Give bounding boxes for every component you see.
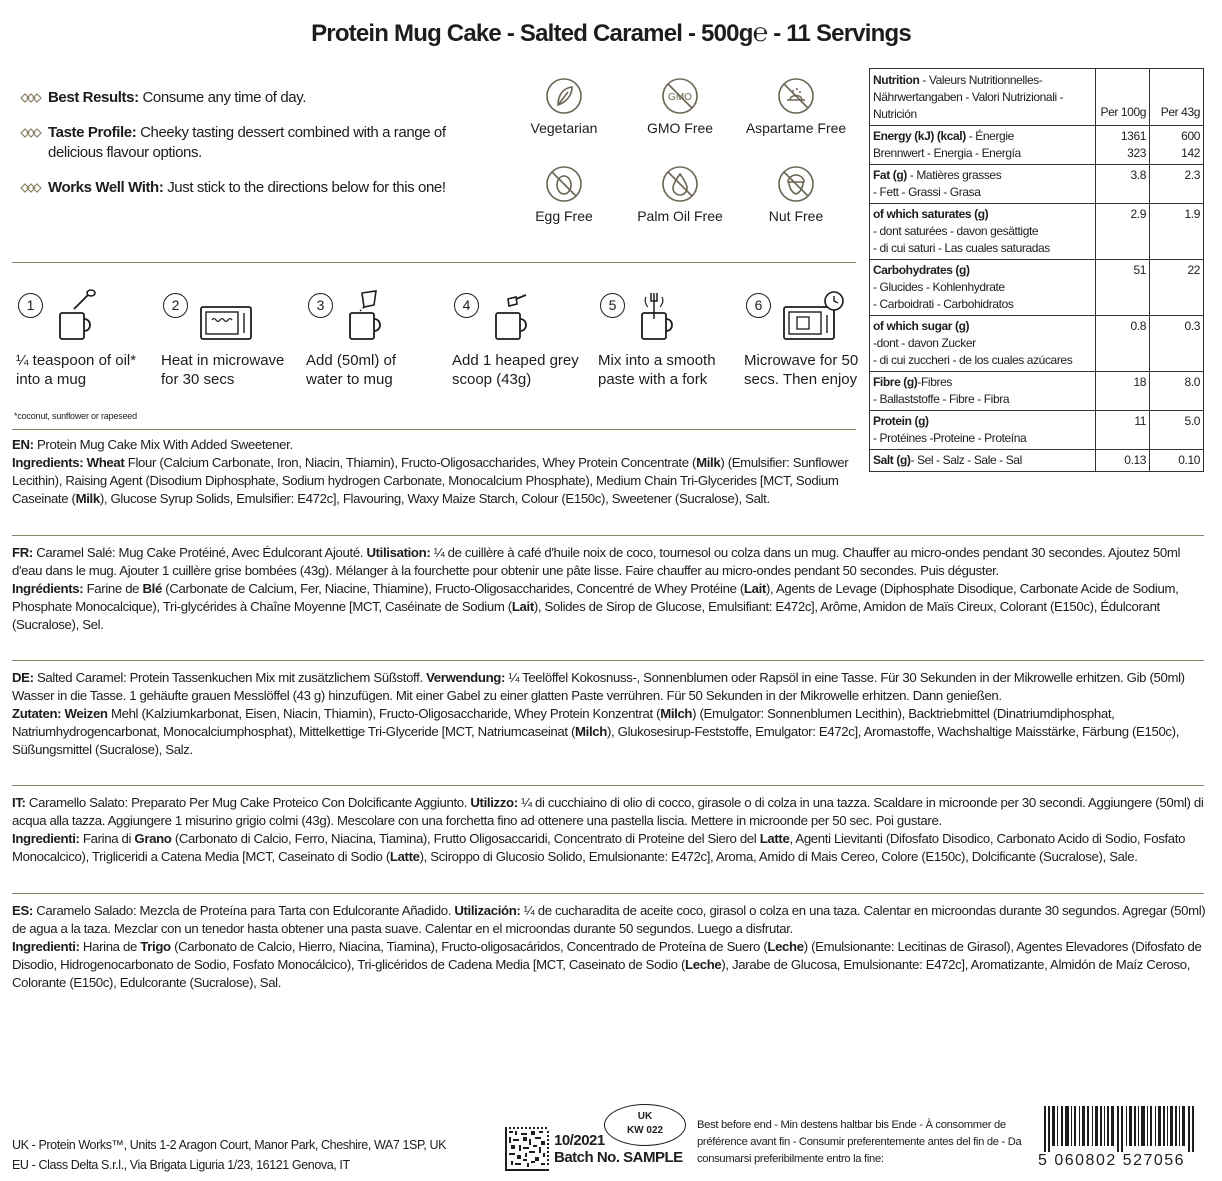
scoop-mug-icon [486,289,546,345]
step-number: 3 [308,293,333,318]
barcode [1038,1106,1204,1152]
nutrition-row-carbohydrates: Carbohydrates (g) - Glucides - Kohlenhydrate - Carboidrati - Carbohidratos 51 22 [870,260,1203,316]
section-divider [12,893,1204,894]
company-addresses [12,1135,446,1175]
eu-address: EU - Class Delta S.r.l., Via Brigata Liguria 1/23, 16121 Genova, IT [12,1158,350,1172]
badge-vegetarian: Vegetarian [508,76,620,162]
nutrition-row-saturates: of which saturates (g) - dont saturées - davon gesättigte - di cui saturi - Las cuales saturadas 2.9 1.9 [870,204,1203,260]
step-number: 2 [163,293,188,318]
section-divider [12,660,1204,661]
badge-aspartame-free: Aspartame Free [740,76,852,162]
fork-mug-icon [632,289,692,345]
uk-conformity-mark: UK KW 022 [604,1104,686,1146]
diamonds-icon [20,93,42,103]
column-per-43g: Per 43g [1149,69,1203,125]
uk-address: UK - Protein Works™, Units 1-2 Aragon Court, Manor Park, Cheshire, WA7 1SP, UK [12,1138,447,1152]
spoon-mug-icon [50,289,110,345]
dietary-badges [508,76,854,250]
section-divider [12,785,1204,786]
nutrition-row-fibre: Fibre (g)-Fibres - Ballaststoffe - Fibre - Fibra 18 8.0 [870,372,1203,411]
product-title: Protein Mug Cake - Salted Caramel - 500g℮ - 11 Servings [311,18,911,48]
egg-free-icon [544,164,584,204]
step-number: 1 [18,293,43,318]
step-number: 4 [454,293,479,318]
pour-water-mug-icon [340,289,400,345]
benefit-best-results: Best Results: Consume any time of day. [18,88,488,108]
step-number: 5 [600,293,625,318]
microwave-timer-icon [778,289,848,345]
nutrition-row-protein: Protein (g) - Protéines -Proteine - Proteína 11 5.0 [870,411,1203,450]
column-per-100g: Per 100g [1095,69,1149,125]
microwave-icon [195,289,257,345]
oil-footnote: *coconut, sunflower or rapeseed [14,411,137,421]
section-divider [12,535,1204,536]
data-matrix-code [505,1127,549,1171]
nutrition-row-fat: Fat (g) - Matières grasses - Fett - Grassi - Grasa 3.8 2.3 [870,165,1203,204]
nutrition-table [869,68,1204,472]
production-date: 10/2021 [554,1132,605,1149]
gmo-free-icon [660,76,700,116]
vegetarian-icon [544,76,584,116]
diamonds-icon [20,183,42,193]
benefits-list [18,88,488,213]
lang-block-es: ES: Caramelo Salado: Mezcla de Proteína para Tarta con Edulcorante Añadido. Utilización: ¼ de cucharadita de aceite coco, girasol o colza en una taza. Calentar en microondas durante 30 segundos. Agregar (50ml) de agua a la taza. Mezclar con un tenedor hasta obtener una pasta suave. Calentar en el microondas durante 50 segundos. Luego a disfrutar. Ingredienti: Harina de Trigo (Carbonato de Calcio, Hierro, Niacina, Tiamina), Fructo-oligosacáridos, Concentrado de Proteína de Suero (Leche) (Emulsionante: Lecitinas de Girasol), Agentes Elevadores (Difosfato de Disodio, Hidrogenocarbonato de Sodio, Fosfato Monocálcico), Tri-glicéridos de Cadena Media [MCT, Caseinato de Sodio (Leche), Jarabe de Glucosa, Emulsionante: E472c], Aromatizante, Almidón de Maíz Ceroso, Colorante (E150c), Edulcorante (Sucralose), Sal. [12,903,1206,990]
best-before-text: Best before end - Min destens haltbar bis Ende - À consommer de préférence avant fin - Consumir preferentemente antes del fin de - Da consumarsi preferibilmente entro la fine: [697,1119,1022,1165]
lang-block-it: IT: Caramello Salato: Preparato Per Mug Cake Proteico Con Dolcificante Aggiunto. Utilizzo: ¼ di cucchiaino di olio di cocco, girasole o di colza in una tazza. Scaldare in microonde per 30 secondi. Aggiungere (50ml) di acqua alla tazza. Aggiungere 1 misurino grigio colmi (43g). Mescolare con una forchetta fino ad ottenere una pastella liscia. Mettere in microonde per 50 sec. Poi gustare. Ingredienti: Farina di Grano (Carbonato di Calcio, Ferro, Niacina, Tiamina), Frutto Oligosaccaridi, Concentrato di Proteine del Siero del Latte, Agenti Lievitanti (Difosfato Disodico, Carbonato Acido di Sodio, Fosfato Monocalcico), Trigliceridi a Catena Media [MCT, Caseinato di Sodio (Latte), Sciroppo di Glucosio Solido, Emulsionante: E472c], Aroma, Amido di Mais Cereo, Colore (E150c), Dolcificante (Sucralose), Sale. [12,795,1204,864]
batch-number: Batch No. SAMPLE [554,1149,683,1166]
nutrition-row-sugar: of which sugar (g) -dont - davon Zucker - di cui zuccheri - de los cuales azúcares 0.8 0.3 [870,316,1203,372]
barcode-digits: 5 060802 527056 [1038,1152,1186,1169]
benefit-works-well-with: Works Well With: Just stick to the directions below for this one! [18,178,488,198]
aspartame-free-icon [776,76,816,116]
estimated-sign: ℮ [752,18,768,48]
step-number: 6 [746,293,771,318]
directions-strip: 1 ¼ teaspoon of oil* into a mug 2 Heat in microwave for 30 secs 3 Add (50ml) of water to mug 4 Add 1 heaped grey scoop (43g) 5 Mix into a smooth paste with a fork 6 Microwave for 50 secs. Then enjoy *coconut, sunflower or rapeseed [12,262,856,430]
lang-block-en: EN: Protein Mug Cake Mix With Added Sweetener. Ingredients: Wheat Flour (Calcium Carbonate, Iron, Niacin, Thiamin), Fructo-Oligosaccharides, Whey Protein Concentrate (Milk) (Emulsifier: Sunflower Lecithin), Raising Agent (Disodium Diphosphate, Sodium hydrogen Carbonate, Monocalcium Phosphate), Medium Chain Tri-Glycerides [MCT, Sodium Caseinate (Milk), Glucose Syrup Solids, Emulsifier: E472c], Flavouring, Waxy Maize Starch, Colour (E150c), Sweetener (Sucralose), Salt. [12,437,849,506]
lang-block-de: DE: Salted Caramel: Protein Tassenkuchen Mix mit zusätzlichem Süßstoff. Verwendung: ¼ Teelöffel Kokosnuss-, Sonnenblumen oder Rapsöl in eine Tasse. Für 30 Sekunden in der Mikrowelle erhitzen. Gib (50ml) Wasser in die Tasse. 1 gehäufte grauen Messlöffel (43 g) hinzufügen. Mit einer Gabel zu einer glatten Paste verrühren. Für 50 Sekunden in der Mikrowelle erhitzen. Dann genießen. Zutaten: Weizen Mehl (Kalziumkarbonat, Eisen, Niacin, Thiamin), Fructo-Oligosaccharide, Whey Protein Konzentrat (Milch) (Emulgator: Sonnenblumen Lecithin), Backtriebmittel (Dinatriumdiphosphat, Natriumhydrogencarbonat, Monocalciumphosphat), Mittelkettige Tri-Glyceride [MCT, Natriumcaseinat (Milch), Glukosesirup-Feststoffe, Emulgator: E472c], Aromastoffe, Wachshaltige Maisstärke, Färbung (E150c), Süßungsmittel (Sucralose), Salz. [12,670,1185,757]
badge-gmo-free: GMO GMO Free [624,76,736,162]
lang-block-fr: FR: Caramel Salé: Mug Cake Protéiné, Avec Édulcorant Ajouté. Utilisation: ¼ de cuillère à café d'huile noix de coco, tournesol ou colza dans un mug. Chauffer au micro-ondes pendant 30 secondes. Ajoutez 50ml d'eau dans le mug. Ajouter 1 cuillère grise bombées (43g). Mélanger à la fourchette pour obtenir une pâte lisse. Faire chauffer au micro-ondes pendant 50 secondes. Puis déguster. Ingrédients: Farine de Blé (Carbonate de Calcium, Fer, Niacine, Thiamine), Fructo-Oligosaccharides, Concentré de Whey Protéine (Lait), Agents de Levage (Diphosphate Disodique, Carbonate Acide de Sodium, Phosphate Monocalcique), Tri-glycérides à Chaîne Moyenne [MCT, Caséinate de Sodium (Lait), Solides de Sirop de Glucose, Emulsifiant: E472c], Arôme, Amidon de Maïs Cireux, Colorant (E150c), Édulcorant (Sucralose), Sel. [12,545,1181,632]
benefit-taste-profile: Taste Profile: Cheeky tasting dessert combined with a range of delicious flavour options. [18,123,488,163]
diamonds-icon [20,128,42,138]
nutrition-header: Nutrition - Valeurs Nutritionnelles-Nährwertangaben - Valori Nutrizionali - Nutrición Per 100g Per 43g [870,69,1203,126]
badge-nut-free: Nut Free [740,164,852,250]
svg-text:GMO: GMO [668,92,692,103]
palm-oil-free-icon [660,164,700,204]
nutrition-row-energy: Energy (kJ) (kcal) - Énergie Brennwert - Energia - Energía 1361 323 600 142 [870,126,1203,165]
nutrition-row-salt: Salt (g)- Sel - Salz - Sale - Sal 0.13 0.10 [870,450,1203,471]
badge-palm-oil-free: Palm Oil Free [624,164,736,250]
nut-free-icon [776,164,816,204]
badge-egg-free: Egg Free [508,164,620,250]
